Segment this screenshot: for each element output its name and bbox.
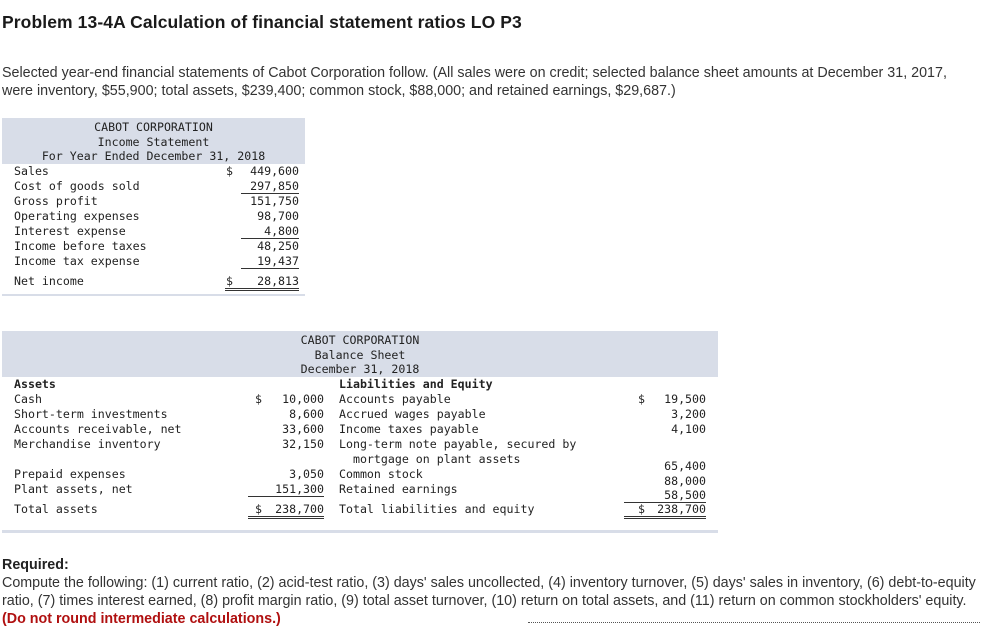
is-row — [14, 239, 299, 254]
liability-label: Accrued wages payable — [339, 407, 486, 421]
asset-currency: $ — [255, 392, 262, 406]
liability-label: Income taxes payable — [339, 422, 479, 436]
is-row-value: 297,850 — [241, 179, 299, 194]
is-statement-name: Income Statement — [97, 135, 210, 149]
liability-currency: $ — [638, 502, 645, 516]
is-company-name: CABOT CORPORATION — [94, 120, 213, 134]
is-row-label: Income before taxes — [14, 239, 147, 253]
problem-title: Problem 13-4A Calculation of financial statement ratios LO P3 — [2, 12, 522, 32]
required-heading: Required: — [2, 557, 69, 573]
bs-statement-name: Balance Sheet — [314, 348, 406, 362]
balance-sheet-table — [2, 331, 718, 534]
asset-value: 10,000 — [282, 392, 324, 406]
income-statement-table — [2, 118, 305, 298]
is-row-label: Sales — [14, 164, 49, 178]
problem-intro: Selected year-end financial statements of Cabot Corporation follow. (All sales were on credit; selected balance sheet amounts at December 31, 2017, were inventory, $55,900; total assets, $239,400; common stock, $88,000; and retained earnings, $29,687.) — [2, 65, 947, 99]
is-row-label: Cost of goods sold — [14, 179, 140, 193]
liability-value: 58,500 — [624, 488, 706, 503]
required-warning: (Do not round intermediate calculations.) — [2, 611, 281, 627]
asset-label: Plant assets, net — [14, 482, 133, 496]
asset-value: 8,600 — [289, 407, 324, 421]
asset-value: 32,150 — [282, 437, 324, 451]
is-row — [14, 179, 299, 194]
liability-label: mortgage on plant assets — [339, 452, 521, 466]
liability-label: Retained earnings — [339, 482, 458, 496]
assets-heading: Assets — [14, 377, 56, 391]
liability-label: Accounts payable — [339, 392, 451, 406]
liability-label: Common stock — [339, 467, 423, 481]
required-instructions: Compute the following: (1) current ratio, (2) acid-test ratio, (3) days' sales uncollected, (4) inventory turnover, (5) days' sales in inventory, (6) debt-to-equity ratio, (7) times interest earned, (8) profit margin ratio, (9) total asset turnover, (10) return on total assets, and (11) return on common stockholders' equity. — [2, 575, 976, 609]
asset-currency: $ — [255, 502, 262, 516]
is-row-value: 48,250 — [257, 239, 299, 253]
is-row — [14, 209, 299, 224]
is-row-value: 19,437 — [241, 254, 299, 269]
is-row-label: Interest expense — [14, 224, 126, 238]
liabilities-heading: Liabilities and Equity — [339, 377, 493, 391]
is-period: For Year Ended December 31, 2018 — [41, 149, 266, 163]
asset-label: Cash — [14, 392, 42, 406]
is-row-label: Operating expenses — [14, 209, 140, 223]
required-text — [2, 574, 977, 628]
asset-value-total: 238,700 — [248, 502, 324, 519]
asset-value: 151,300 — [248, 482, 324, 497]
is-row-total — [14, 274, 299, 292]
bs-company-name: CABOT CORPORATION — [300, 333, 420, 347]
is-bottom-rule — [2, 294, 305, 296]
is-row-currency: $ — [226, 164, 233, 178]
liability-value: 4,100 — [671, 422, 706, 436]
is-row-currency: $ — [226, 274, 233, 288]
is-row — [14, 194, 299, 209]
liability-value: 19,500 — [664, 392, 706, 406]
liability-label-total: Total liabilities and equity — [339, 502, 535, 516]
liability-currency: $ — [638, 392, 645, 406]
liability-value: 65,400 — [664, 459, 706, 473]
is-row-value: 151,750 — [250, 194, 299, 208]
is-row-value: 4,800 — [241, 224, 299, 239]
is-row-label: Gross profit — [14, 194, 98, 208]
is-row — [14, 254, 299, 269]
liability-value: 88,000 — [664, 474, 706, 488]
is-row-value: 28,813 — [225, 274, 299, 291]
is-row-label: Net income — [14, 274, 84, 288]
asset-label: Accounts receivable, net — [14, 422, 182, 436]
liability-value-total: 238,700 — [624, 502, 706, 519]
asset-value: 3,050 — [289, 467, 324, 481]
asset-label-total: Total assets — [14, 502, 98, 516]
bs-bottom-rule — [2, 530, 718, 533]
is-row — [14, 164, 299, 179]
asset-value: 33,600 — [282, 422, 324, 436]
asset-label: Merchandise inventory — [14, 437, 161, 451]
bs-date: December 31, 2018 — [300, 362, 420, 376]
liability-label: Long-term note payable, secured by — [339, 437, 577, 451]
is-row-label: Income tax expense — [14, 254, 140, 268]
is-row-value: 449,600 — [250, 164, 299, 178]
liability-value: 3,200 — [671, 407, 706, 421]
is-row — [14, 224, 299, 239]
dotted-rule — [528, 622, 980, 623]
asset-label: Short-term investments — [14, 407, 168, 421]
balance-sheet-header — [2, 331, 718, 377]
is-row-value: 98,700 — [257, 209, 299, 223]
income-statement-header — [2, 118, 305, 164]
asset-label: Prepaid expenses — [14, 467, 126, 481]
